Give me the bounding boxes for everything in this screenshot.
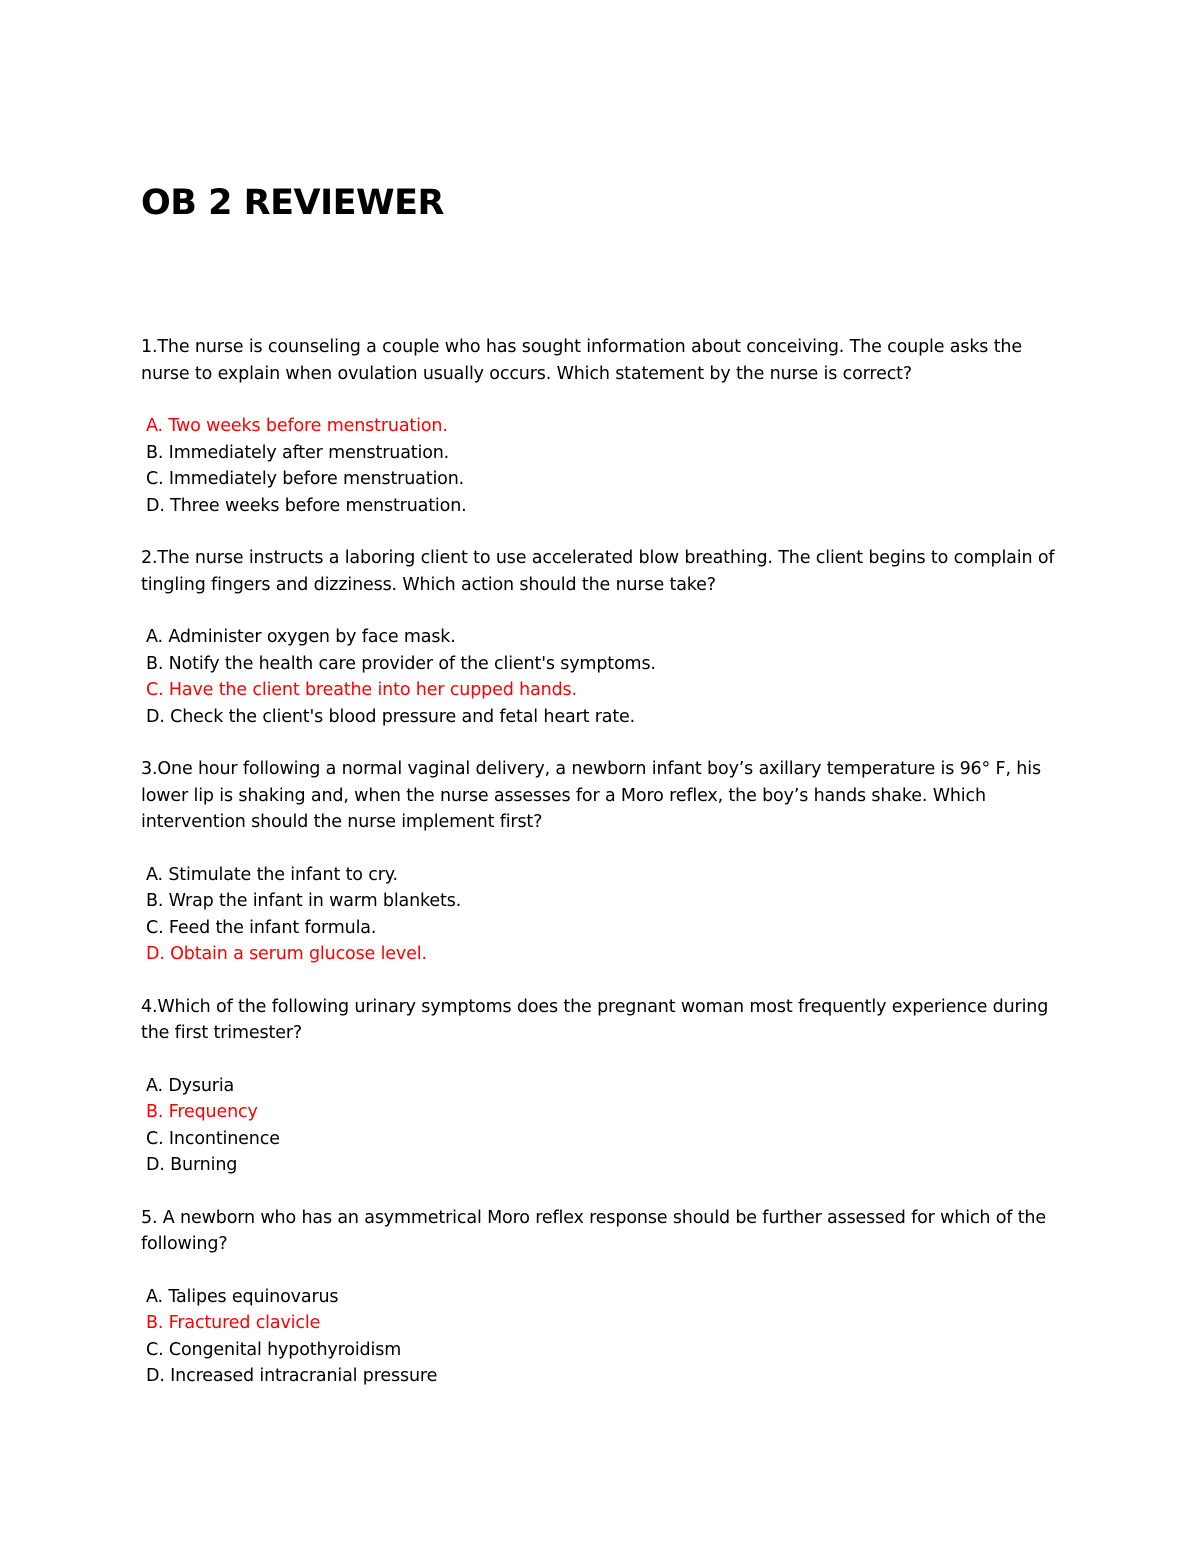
answer-option: C. Congenital hypothyroidism [146,1339,402,1360]
answer-option: C. Incontinence [146,1128,280,1149]
answer-option: B. Notify the health care provider of the client's symptoms. [146,653,656,674]
answer-option: B. Frequency [146,1102,258,1122]
question-item [141,756,1061,968]
answer-option: D. Obtain a serum glucose level. [146,944,427,964]
answer-option: D. Burning [146,1155,238,1175]
question-text: 3.One hour following a normal vaginal delivery, a newborn infant boy’s axillary temperature is 96° F, his lower lip is shaking and, when the nurse assesses for a Moro reflex, the boy’s hands shake. Which intervention should the nurse implement first? [141,759,1041,832]
page-title: OB 2 REVIEWER [141,183,444,223]
question-item [141,334,1061,519]
question-list [141,334,1061,1416]
answer-options [141,413,1061,519]
answer-option: D. Increased intracranial pressure [146,1366,438,1386]
answer-option: A. Administer oxygen by face mask. [146,627,456,647]
answer-options [141,1284,1061,1390]
answer-options [141,624,1061,730]
answer-option: B. Wrap the infant in warm blankets. [146,891,462,911]
question-item [141,994,1061,1179]
answer-options [141,862,1061,968]
answer-option: B. Fractured clavicle [146,1313,321,1333]
answer-option: C. Immediately before menstruation. [146,469,465,489]
answer-option: B. Immediately after menstruation. [146,442,450,463]
question-text: 4.Which of the following urinary symptoms does the pregnant woman most frequently experience during the first trimester? [141,996,1049,1043]
answer-option: C. Have the client breathe into her cupped hands. [146,680,577,700]
answer-option: A. Dysuria [146,1075,235,1096]
question-text: 5. A newborn who has an asymmetrical Moro reflex response should be further assessed for which of the following? [141,1207,1046,1254]
answer-option: C. Feed the infant formula. [146,917,377,938]
answer-option: D. Check the client's blood pressure and fetal heart rate. [146,706,636,727]
answer-options [141,1073,1061,1179]
question-item [141,545,1061,730]
answer-option: A. Two weeks before menstruation. [146,416,448,436]
answer-option: A. Stimulate the infant to cry. [146,864,398,885]
answer-option: D. Three weeks before menstruation. [146,495,467,516]
question-text: 1.The nurse is counseling a couple who has sought information about conceiving. The couple asks the nurse to explain when ovulation usually occurs. Which statement by the nurse is correct? [141,337,1022,384]
question-text: 2.The nurse instructs a laboring client to use accelerated blow breathing. The client begins to complain of tingling fingers and dizziness. Which action should the nurse take? [141,548,1055,595]
answer-option: A. Talipes equinovarus [146,1286,339,1307]
question-item [141,1205,1061,1390]
